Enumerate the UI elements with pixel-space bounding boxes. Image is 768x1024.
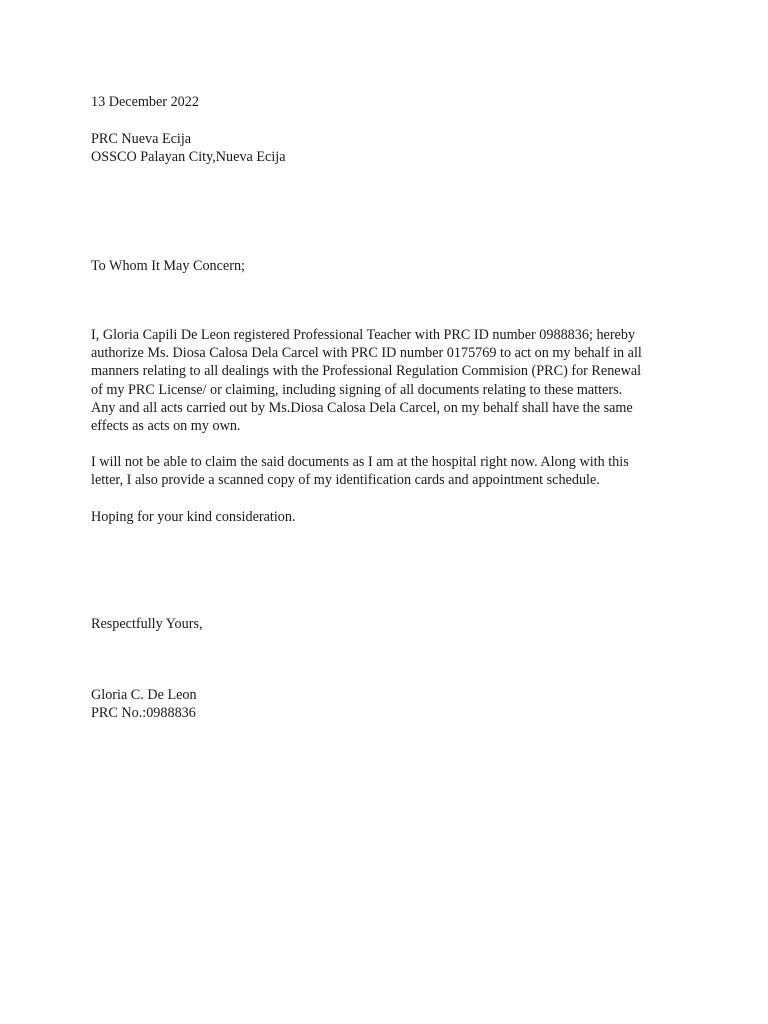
closing: Respectfully Yours, (91, 616, 203, 632)
recipient-line-1: PRC Nueva Ecija (91, 131, 192, 147)
paragraph-line: I, Gloria Capili De Leon registered Professional Teacher with PRC ID number 0988836; hereby (91, 327, 636, 343)
paragraph-line: I will not be able to claim the said documents as I am at the hospital right now. Along with this (91, 454, 629, 470)
paragraph-line: authorize Ms. Diosa Calosa Dela Carcel with PRC ID number 0175769 to act on my behalf in all (91, 345, 642, 362)
body-paragraph-2 (91, 453, 711, 489)
recipient-line-2: OSSCO Palayan City,Nueva Ecija (91, 149, 286, 165)
salutation: To Whom It May Concern; (91, 258, 245, 274)
paragraph-line: letter, I also provide a scanned copy of my identification cards and appointment schedule. (91, 472, 600, 489)
paragraph-line: manners relating to all dealings with the Professional Regulation Commision (PRC) for Renewal (91, 363, 642, 380)
signature-prc-number: PRC No.:0988836 (91, 705, 196, 721)
signature-name: Gloria C. De Leon (91, 687, 197, 703)
paragraph-line: effects as acts on my own. (91, 418, 241, 435)
paragraph-line: of my PRC License/ or claiming, including signing of all documents relating to these matters. (91, 381, 623, 398)
body-paragraph-1 (91, 326, 711, 435)
letter-date: 13 December 2022 (91, 94, 199, 110)
paragraph-line: Any and all acts carried out by Ms.Diosa Calosa Dela Carcel, on my behalf shall have the same (91, 399, 633, 416)
body-paragraph-3: Hoping for your kind consideration. (91, 509, 296, 525)
